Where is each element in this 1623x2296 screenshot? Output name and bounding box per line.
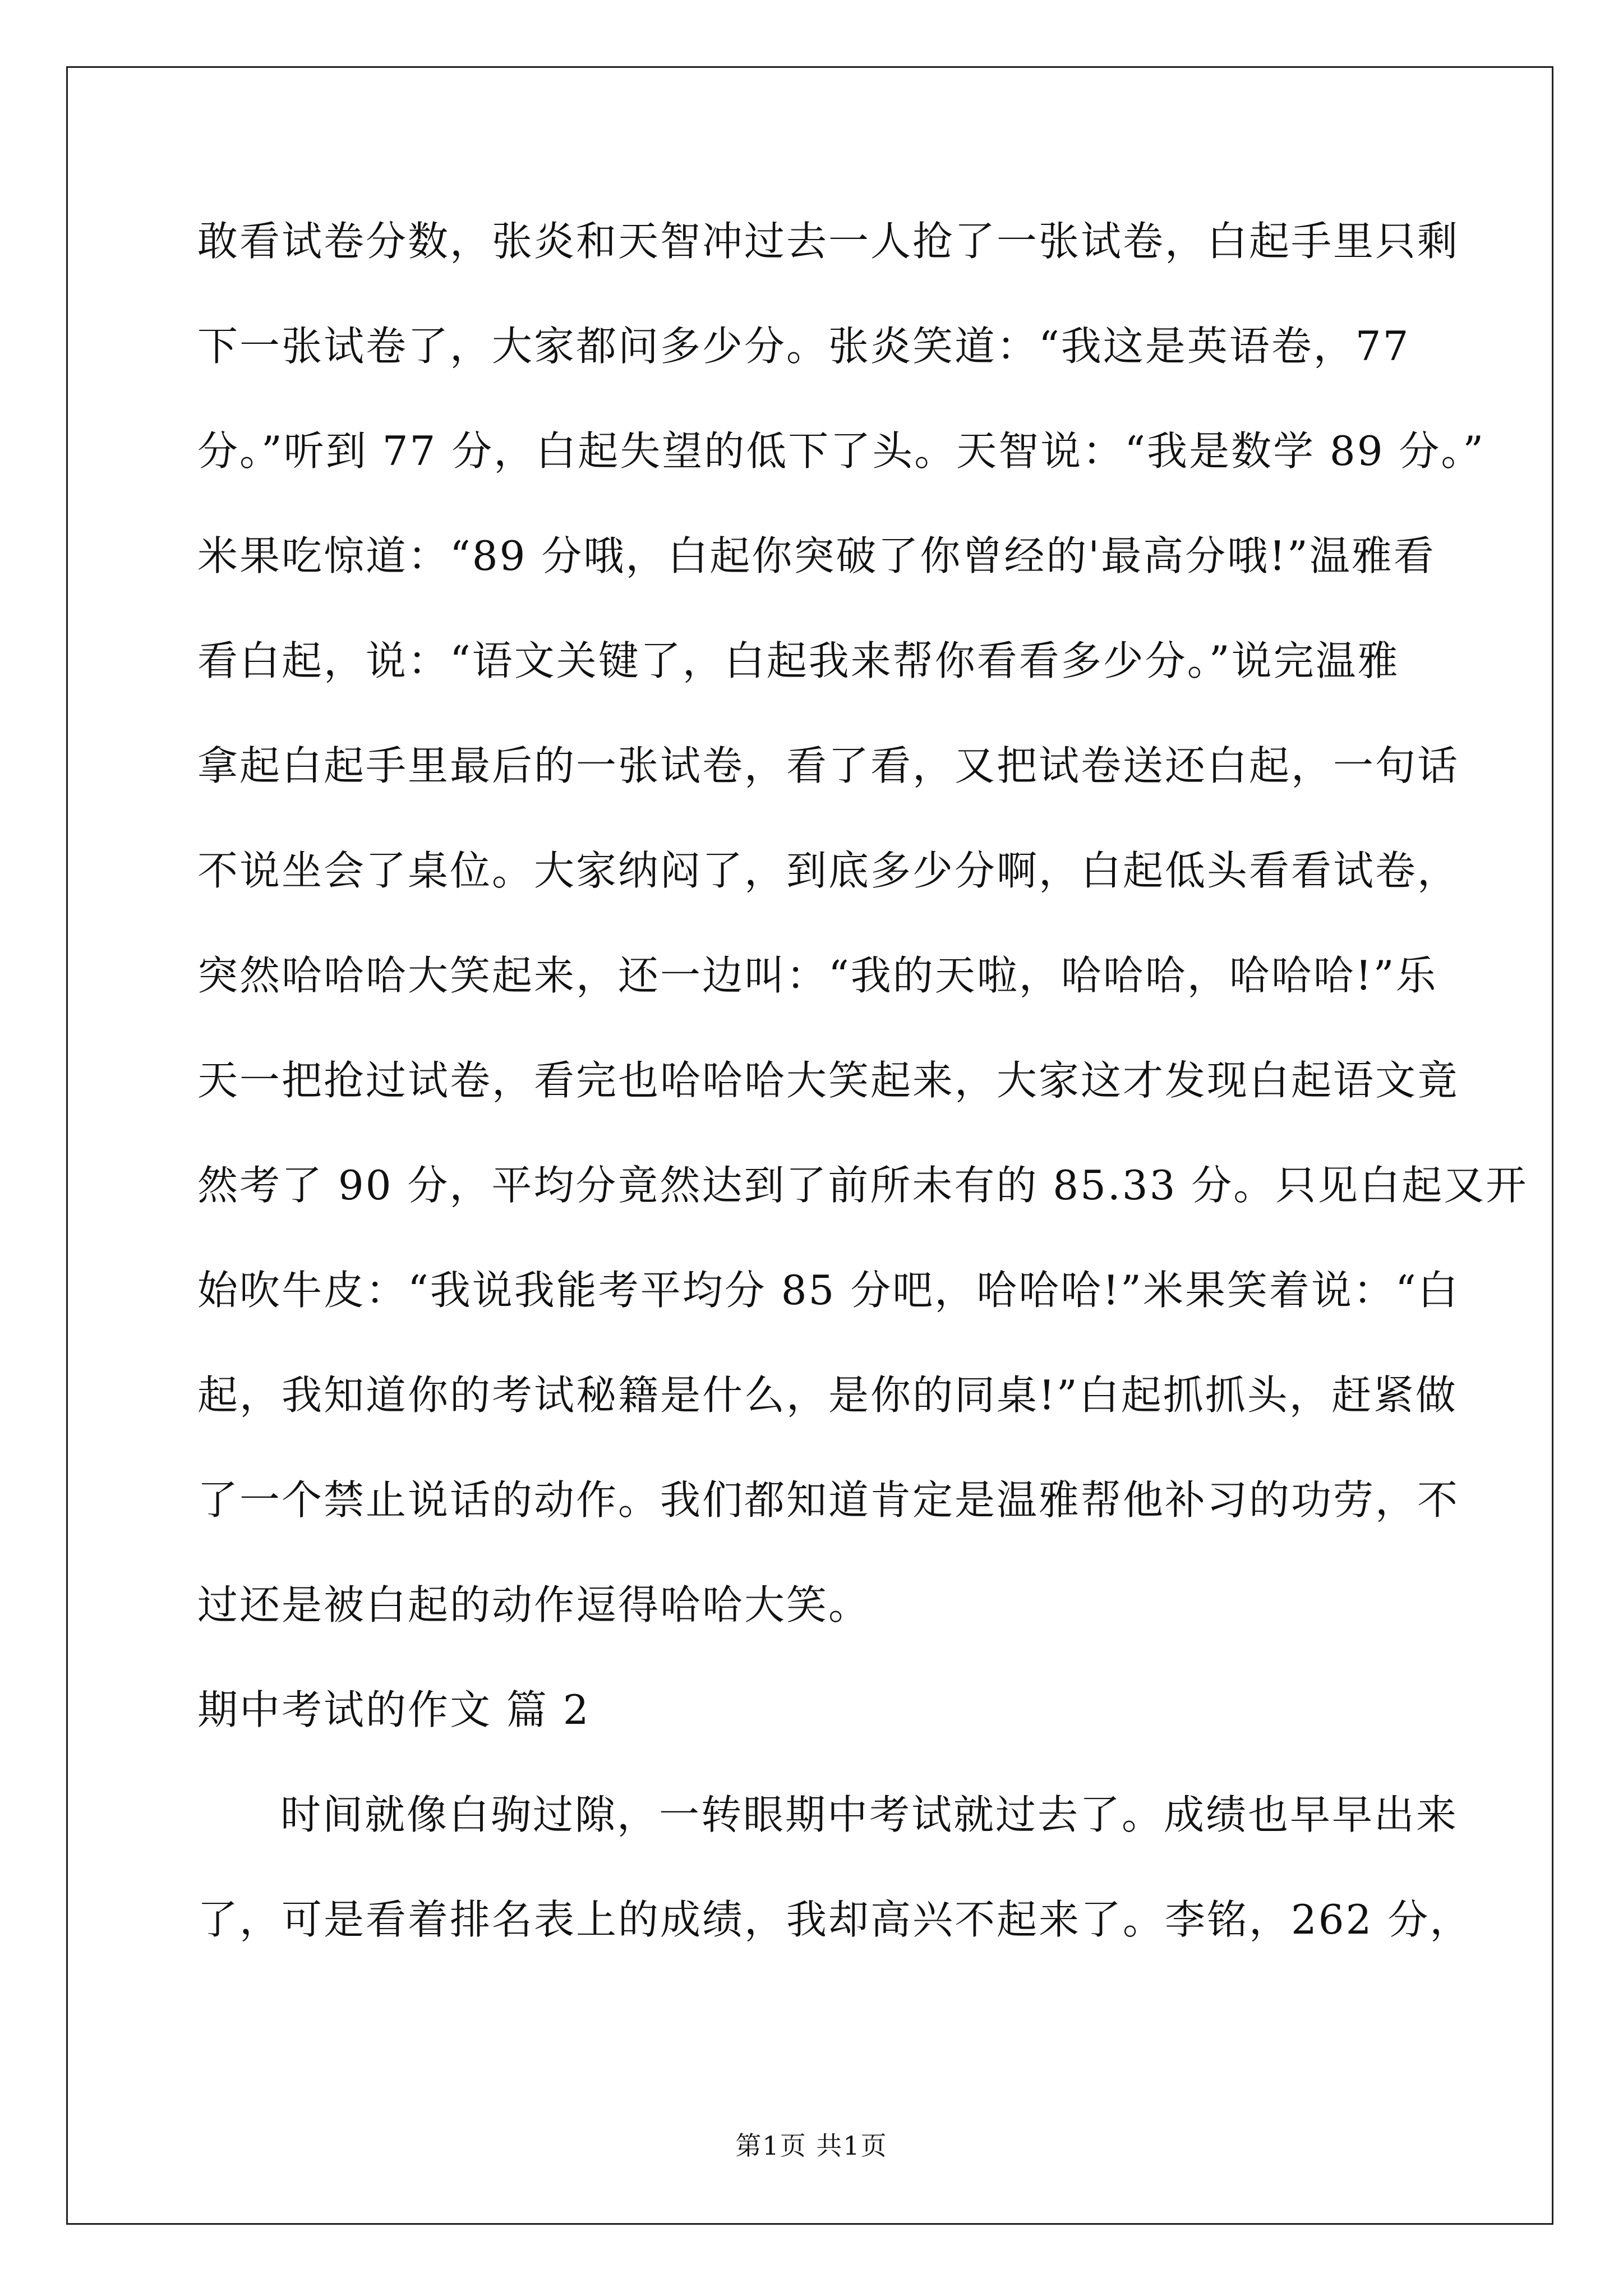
- text-line-13: 了一个禁止说话的动作。我们都知道肯定是温雅帮他补习的功劳，不: [197, 1476, 1460, 1524]
- text-line-1: 敢看试卷分数，张炎和天智冲过去一人抢了一张试卷，白起手里只剩: [197, 218, 1460, 265]
- text-line-3: 分。”听到 77 分，白起失望的低下了头。天智说：“我是数学 89 分。”: [197, 427, 1486, 475]
- text-line-8: 突然哈哈哈大笑起来，还一边叫：“我的天啦，哈哈哈，哈哈哈!”乐: [197, 952, 1438, 999]
- page-footer: 第1页 共1页: [735, 2131, 888, 2161]
- text-line-4: 米果吃惊道：“89 分哦，白起你突破了你曾经的'最高分哦!”温雅看: [197, 532, 1436, 579]
- text-line-17: 了，可是看着排名表上的成绩，我却高兴不起来了。李铭，262 分，: [197, 1896, 1472, 1943]
- text-line-6: 拿起白起手里最后的一张试卷，看了看，又把试卷送还白起，一句话: [197, 742, 1460, 789]
- text-line-5: 看白起，说：“语文关键了，白起我来帮你看看多少分。”说完温雅: [197, 637, 1400, 684]
- text-line-16: 时间就像白驹过隙，一转眼期中考试就过去了。成绩也早早出来: [280, 1791, 1459, 1838]
- text-line-10: 然考了 90 分，平均分竟然达到了前所未有的 85.33 分。只见白起又开: [197, 1162, 1528, 1209]
- section-heading: 期中考试的作文 篇 2: [197, 1686, 591, 1733]
- text-line-12: 起，我知道你的考试秘籍是什么，是你的同桌!”白起抓抓头，赶紧做: [197, 1372, 1458, 1419]
- text-line-7: 不说坐会了桌位。大家纳闷了，到底多少分啊，白起低头看看试卷，: [197, 847, 1460, 894]
- text-line-14: 过还是被白起的动作逗得哈哈大笑。: [197, 1581, 871, 1628]
- text-line-2: 下一张试卷了，大家都问多少分。张炎笑道：“我这是英语卷，77: [197, 323, 1410, 370]
- text-line-9: 天一把抢过试卷，看完也哈哈哈大笑起来，大家这才发现白起语文竟: [197, 1057, 1460, 1104]
- text-line-11: 始吹牛皮：“我说我能考平均分 85 分吧，哈哈哈!”米果笑着说：“白: [197, 1267, 1460, 1314]
